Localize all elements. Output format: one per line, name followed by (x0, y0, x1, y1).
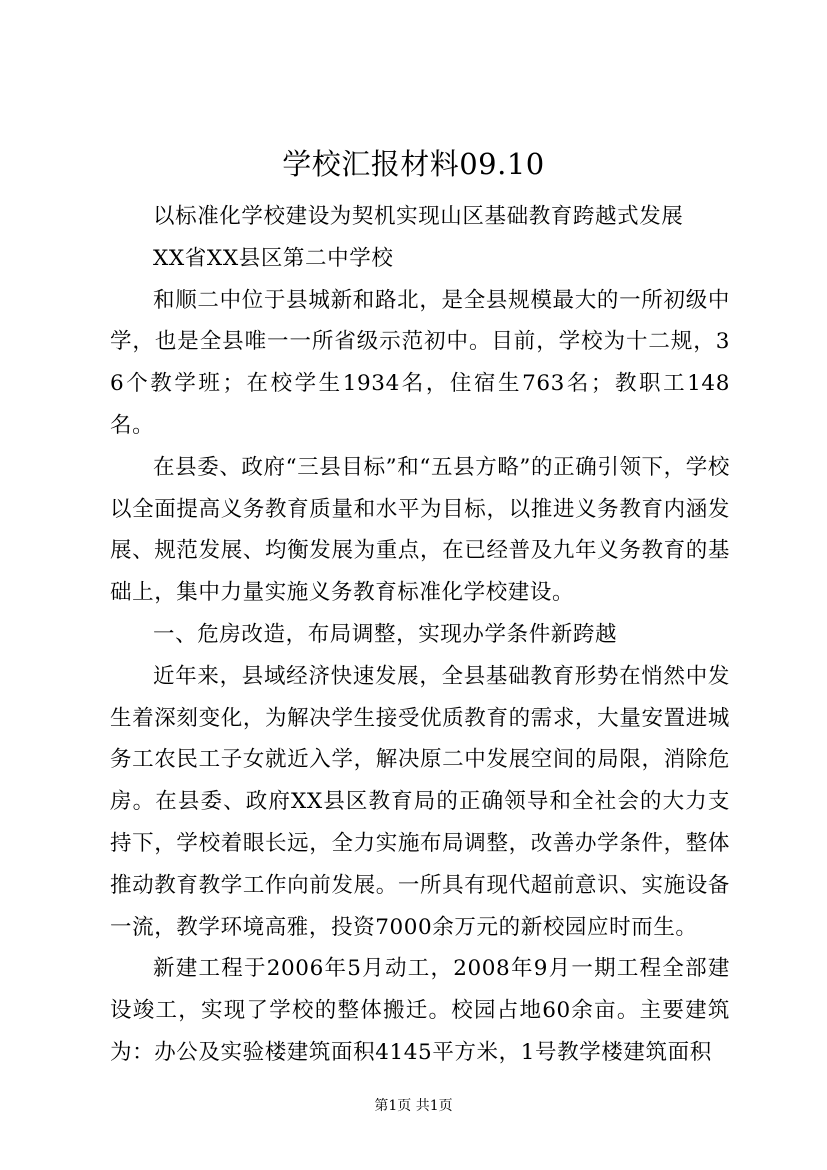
paragraph-construction: 新建工程于2006年5月动工，2008年9月一期工程全部建设竣工，实现了学校的整体搬迁。校园占地60余亩。主要建筑为：办公及实验楼建筑面积4145平方米，1号教学楼建筑面积 (110, 956, 730, 1065)
paragraph-intro: 和顺二中位于县城新和路北，是全县规模最大的一所初级中学，也是全县唯一一所省级示范初中。目前，学校为十二规，36个教学班；在校学生1934名，住宿生763名；教职工148名。 (110, 287, 730, 438)
page-number-footer: 第1页 共1页 (374, 1098, 453, 1114)
subtitle: 以标准化学校建设为契机实现山区基础教育跨越式发展 (153, 204, 684, 229)
document-title: 学校汇报材料09.10 (282, 147, 545, 181)
school-name: XX省XX县区第二中学校 (153, 245, 394, 271)
paragraph-guidance: 在县委、政府“三县目标”和“五县方略”的正确引领下，学校以全面提高义务教育质量和水平为目标，以推进义务教育内涵发展、规范发展、均衡发展为重点，在已经普及九年义务教育的基础上，集中力量实施义务教育标准化学校建设。 (110, 454, 730, 606)
document-body (110, 196, 730, 1074)
section-heading-1: 一、危房改造，布局调整，实现办学条件新跨越 (153, 621, 618, 647)
paragraph-development: 近年来，县域经济快速发展，全县基础教育形势在悄然中发生着深刻变化，为解决学生接受优质教育的需求，大量安置进城务工农民工子女就近入学，解决原二中发展空间的局限，消除危房。在县委、政府XX县区教育局的正确领导和全社会的大力支持下，学校着眼长远，全力实施布局调整，改善办学条件，整体推动教育教学工作向前发展。一所具有现代超前意识、实施设备一流，教学环境高雅，投资7000余万元的新校园应时而生。 (110, 663, 730, 940)
